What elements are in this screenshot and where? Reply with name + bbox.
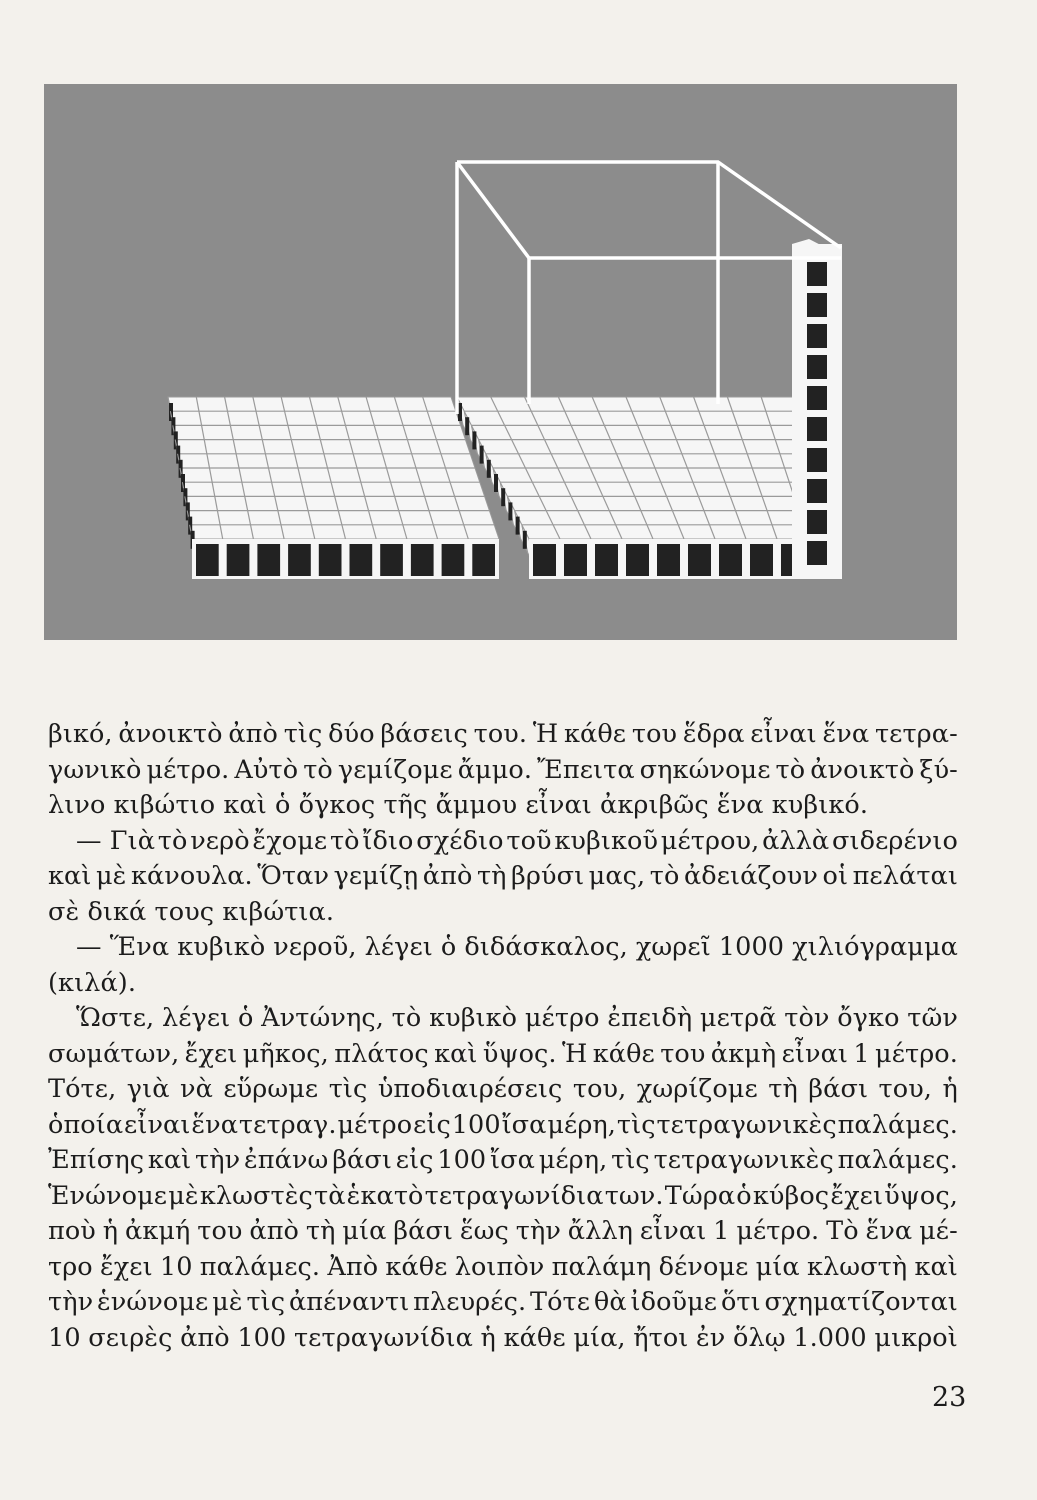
word: 1.000 xyxy=(793,1322,867,1353)
word: Ἔπειτα xyxy=(537,754,635,785)
word: τὸ xyxy=(329,825,360,856)
word: ἀπέναντι xyxy=(288,1287,410,1317)
word: ἔχομε xyxy=(252,825,328,856)
word: τὶς xyxy=(616,1109,656,1140)
word: ἐπάνω xyxy=(243,1145,329,1175)
word: κυβικό. xyxy=(771,790,869,820)
word: σχέδιο xyxy=(416,825,504,856)
word: ἄμμο. xyxy=(457,754,533,785)
word: σχηματίζονται xyxy=(764,1287,958,1317)
word: σωμάτων, xyxy=(48,1038,180,1069)
left-front-cube xyxy=(227,544,250,576)
word: 1 xyxy=(713,1216,730,1246)
right-side-cube-face xyxy=(472,431,476,449)
text-line xyxy=(48,1108,958,1144)
word: τὴ xyxy=(476,861,507,891)
word: λέγει xyxy=(161,1003,231,1033)
word: των. xyxy=(604,1180,664,1211)
word: μέτρου, xyxy=(660,825,760,856)
word: μέρη, xyxy=(538,1145,608,1175)
word: νεροῦ, xyxy=(273,932,357,962)
word: τὸ xyxy=(775,754,806,785)
left-front-cube xyxy=(411,544,434,576)
word: τετραγ. xyxy=(238,1109,337,1140)
word: τὰ xyxy=(314,1180,346,1211)
word: τὸ xyxy=(303,754,333,785)
column-cube xyxy=(807,417,827,441)
word: κάνουλα. xyxy=(130,861,253,891)
word: ἔχει xyxy=(830,1180,884,1211)
word: 100 xyxy=(237,1322,287,1353)
word: ἴσα xyxy=(490,1145,535,1175)
word: ἀπὸ xyxy=(422,861,473,891)
word: νερὸ xyxy=(190,825,250,856)
word: ὑποδιαιρέσεις xyxy=(377,1074,563,1104)
word: μία xyxy=(755,1251,800,1282)
text-line xyxy=(48,788,958,824)
word: ὕψος. xyxy=(482,1038,557,1069)
word: τὸ xyxy=(391,1003,422,1033)
word: — Ἕνα xyxy=(76,932,170,962)
word: μέτρο. xyxy=(875,1038,958,1069)
word: παλάμες. xyxy=(837,1109,958,1140)
left-front-cube xyxy=(350,544,373,576)
word: εἰς xyxy=(395,1145,434,1175)
word: Τότε, xyxy=(48,1074,117,1104)
left-front-cube xyxy=(380,544,403,576)
word: μὲ xyxy=(95,861,127,891)
word: μὲ xyxy=(212,1287,243,1317)
word: μία xyxy=(342,1216,387,1246)
word: κλωστὲς xyxy=(199,1180,313,1211)
word: καὶ xyxy=(434,1038,478,1069)
word: 10 xyxy=(48,1322,81,1353)
word: Ἑνώνομε xyxy=(48,1180,168,1211)
word: 1000 xyxy=(718,932,785,962)
word: σειρὲς xyxy=(88,1322,173,1353)
word: μέτρο. xyxy=(146,754,230,785)
word: οἱ xyxy=(822,861,849,891)
left-front-cube xyxy=(319,544,342,576)
word: εἶναι xyxy=(750,719,817,749)
word: βάσεις xyxy=(380,719,468,749)
word: κλωστὴ xyxy=(806,1251,908,1282)
word: κάθε xyxy=(503,1322,566,1353)
word: ἀλλὰ xyxy=(762,825,830,856)
word: ὅλῳ xyxy=(733,1322,786,1353)
word: εἶναι xyxy=(525,790,592,820)
text-line xyxy=(48,859,958,895)
word: Τότε xyxy=(530,1287,591,1317)
word: ὕψος, xyxy=(884,1180,958,1211)
word: ἀνοικτὸ xyxy=(810,754,915,785)
word: ὁ xyxy=(736,1180,752,1211)
word: Ἐπίσης xyxy=(48,1145,145,1175)
word: εἶναι xyxy=(781,1038,848,1069)
word: μέτρο xyxy=(337,1109,413,1140)
right-front-cube xyxy=(657,544,680,576)
text-line xyxy=(48,717,958,753)
word: Τὸ xyxy=(826,1216,859,1246)
word: λέγει xyxy=(364,932,433,962)
text-line xyxy=(48,824,958,860)
page-number: 23 xyxy=(932,1382,967,1413)
word: του xyxy=(197,1216,243,1246)
word: μέ- xyxy=(919,1216,958,1246)
right-front-cube xyxy=(719,544,742,576)
word: ξύ- xyxy=(919,754,958,785)
word: τετραγωνικὲς xyxy=(656,1109,837,1140)
word: Ὅταν xyxy=(257,861,330,891)
word: βάσι xyxy=(332,1145,392,1175)
right-front-cube xyxy=(626,544,649,576)
word: βάσι xyxy=(393,1216,454,1246)
word: Ἡ xyxy=(561,1038,588,1069)
word: ἕως xyxy=(459,1216,509,1246)
word: τὴν xyxy=(515,1216,561,1246)
word: Ἡ xyxy=(532,719,559,749)
right-front-cube xyxy=(564,544,587,576)
right-side-cube-face xyxy=(480,446,484,464)
column-cube xyxy=(807,293,827,317)
word: μῆκος, xyxy=(242,1038,329,1069)
word: ἑνώνομε xyxy=(97,1287,209,1317)
word: σιδερένιο xyxy=(832,825,958,856)
word: μέτρο xyxy=(524,1003,600,1033)
word: καὶ xyxy=(147,1145,192,1175)
right-front-cube xyxy=(750,544,773,576)
word: τὶς xyxy=(328,1074,368,1104)
word: ἕδρα xyxy=(682,719,745,749)
word: καὶ xyxy=(223,790,267,820)
word: ὁ xyxy=(237,1003,254,1033)
word: ἔχει xyxy=(99,1251,153,1282)
word: ἕνα xyxy=(716,790,764,820)
word: εἶναι xyxy=(639,1216,707,1246)
column-cube xyxy=(807,262,827,286)
left-front-cube xyxy=(288,544,311,576)
word: εἶναι xyxy=(124,1109,191,1140)
word: τὶς xyxy=(246,1287,286,1317)
word: κυβικὸ xyxy=(177,932,266,962)
word: ἀκμὴ xyxy=(710,1038,777,1069)
word: τὴν xyxy=(48,1287,94,1317)
word: τὶς xyxy=(611,1145,650,1175)
text-line xyxy=(48,895,958,931)
right-side-cube-face xyxy=(516,517,520,535)
word: τῆς xyxy=(383,790,428,820)
word: τὴν xyxy=(195,1145,241,1175)
text-line xyxy=(48,1001,958,1037)
word: ἀπὸ xyxy=(228,719,278,749)
word: Τώρα xyxy=(664,1180,736,1211)
word: 100 xyxy=(451,1109,501,1140)
word: τετραγωνικὲς xyxy=(653,1145,834,1175)
word: χιλιόγραμμα xyxy=(792,932,958,962)
column-cube xyxy=(807,355,827,379)
word: κιβώτιο xyxy=(113,790,216,820)
word: 10 xyxy=(159,1251,193,1282)
word: παλάμες. xyxy=(837,1145,958,1175)
word: τὴ xyxy=(768,1074,798,1104)
word: μικροὶ xyxy=(874,1322,958,1353)
text-line xyxy=(48,1143,958,1179)
word: εὕρωμε xyxy=(223,1074,319,1104)
word: ποὺ xyxy=(48,1216,96,1246)
text-line xyxy=(48,753,958,789)
word: γωνικὸ xyxy=(48,754,142,785)
word: του, xyxy=(878,1074,932,1104)
word: ἐπειδὴ xyxy=(607,1003,693,1033)
word: — Γιὰ xyxy=(76,825,156,856)
word: κυβικοῦ xyxy=(554,825,659,856)
text-line xyxy=(48,1214,958,1250)
word: ἀδειάζουν xyxy=(683,861,819,891)
word: παλάμες. xyxy=(199,1251,321,1282)
word: Ἀπὸ xyxy=(327,1251,379,1282)
right-side-cube-face xyxy=(494,474,498,492)
word: ἐν xyxy=(696,1322,726,1353)
left-front-cube xyxy=(472,544,495,576)
word: ὁποία xyxy=(48,1109,124,1140)
word: τὸ xyxy=(649,861,680,891)
word: μετρᾶ xyxy=(699,1003,777,1033)
word: ὁ xyxy=(275,790,291,820)
cubic-meter-illustration xyxy=(44,84,957,640)
word: ὁ xyxy=(440,932,457,962)
word: γεμίζομε xyxy=(337,754,453,785)
word: παλάμη xyxy=(551,1251,652,1282)
word: εἰς xyxy=(413,1109,451,1140)
word: καὶ xyxy=(914,1251,958,1282)
word: του xyxy=(631,719,678,749)
word: δικά xyxy=(87,896,147,927)
word: ἰδοῦμε xyxy=(630,1287,718,1317)
right-front-cube xyxy=(533,544,556,576)
cube-top-edge xyxy=(457,162,841,248)
cube-left-top-edge xyxy=(457,162,529,258)
word: κάθε xyxy=(385,1251,448,1282)
word: κάθε xyxy=(564,719,627,749)
word: ἀπὸ xyxy=(180,1322,230,1353)
word: ἀκμή xyxy=(125,1216,191,1246)
text-line xyxy=(48,930,958,966)
word: τὸ xyxy=(157,825,188,856)
word: βικό, xyxy=(48,719,113,749)
word: τῶν xyxy=(907,1003,958,1033)
word: ἀκριβῶς xyxy=(600,790,709,820)
word: μας, xyxy=(588,861,646,891)
right-side-cube-face xyxy=(501,488,505,506)
word: ἔχει xyxy=(184,1038,238,1069)
text-line xyxy=(48,1037,958,1073)
word: μὲ xyxy=(168,1180,199,1211)
text-line xyxy=(48,1179,958,1215)
right-front-cube xyxy=(595,544,618,576)
word: λινο xyxy=(48,790,106,820)
word: λοιπὸν xyxy=(454,1251,545,1282)
column-cube xyxy=(807,324,827,348)
word: πλευρές. xyxy=(413,1287,527,1317)
word: ἀνοικτὸ xyxy=(118,719,223,749)
word: ἄλλη xyxy=(567,1216,634,1246)
left-front-cube xyxy=(196,544,219,576)
word: ἄμμου xyxy=(435,790,518,820)
word: ἕνα xyxy=(822,719,870,749)
word: θὰ xyxy=(593,1287,627,1317)
word: δένομε xyxy=(658,1251,749,1282)
word: ἴδιο xyxy=(362,825,414,856)
word: 100 xyxy=(437,1145,487,1175)
word: σηκώνομε xyxy=(639,754,771,785)
word: του, xyxy=(572,1074,627,1104)
word: βρύσι xyxy=(511,861,585,891)
word: ἕνα xyxy=(865,1216,913,1246)
word: Αὐτὸ xyxy=(234,754,299,785)
word: τὸν xyxy=(784,1003,830,1033)
right-side-cube-face xyxy=(487,460,491,478)
word: 1 xyxy=(853,1038,870,1069)
word: Ἀντώνης, xyxy=(261,1003,384,1033)
word: χωρεῖ xyxy=(635,932,711,962)
word: Ὥστε, xyxy=(76,1003,155,1033)
word: ἡ xyxy=(102,1216,119,1246)
word: ὄγκος xyxy=(298,790,376,820)
word: τοῦ xyxy=(506,825,552,856)
right-side-cube-face xyxy=(508,502,512,520)
column-cube xyxy=(807,541,827,565)
word: του. xyxy=(473,719,528,749)
word: δύο xyxy=(328,719,375,749)
column-cube xyxy=(807,479,827,503)
word: ὄγκο xyxy=(837,1003,900,1033)
word: τετραγωνίδια xyxy=(424,1180,604,1211)
text-line xyxy=(48,1072,958,1108)
word: καὶ xyxy=(48,861,92,891)
column-cube xyxy=(807,510,827,534)
word: κυβικὸ xyxy=(429,1003,518,1033)
word: γιὰ xyxy=(126,1074,170,1104)
word: χωρίζομε xyxy=(636,1074,758,1104)
word: σὲ xyxy=(48,896,80,927)
word: ἕνα xyxy=(191,1109,239,1140)
text-line xyxy=(48,966,958,1002)
word: γεμίζῃ xyxy=(333,861,419,891)
word: μέτρο. xyxy=(736,1216,820,1246)
right-front-cube xyxy=(688,544,711,576)
word: τετρα- xyxy=(874,719,958,749)
word: διδάσκαλος, xyxy=(464,932,628,962)
word: τους xyxy=(154,896,215,927)
text-line xyxy=(48,1285,958,1321)
left-front-cube xyxy=(442,544,465,576)
word: κιβώτια. xyxy=(222,896,335,927)
word: ἡ xyxy=(480,1322,496,1353)
word: τὶς xyxy=(283,719,323,749)
word: του xyxy=(660,1038,706,1069)
column-cube xyxy=(807,448,827,472)
right-side-cube-face xyxy=(465,417,469,435)
word: ὅτι xyxy=(720,1287,761,1317)
word: ἴσα xyxy=(501,1109,547,1140)
word: τετραγωνίδια xyxy=(293,1322,473,1353)
word: κύβος xyxy=(752,1180,830,1211)
word: ἑκατὸ xyxy=(346,1180,424,1211)
word: βάσι xyxy=(808,1074,869,1104)
word: ἡ xyxy=(942,1074,958,1104)
text-line xyxy=(48,1321,958,1357)
word: ἀπὸ xyxy=(249,1216,300,1246)
column-cube xyxy=(807,386,827,410)
word: κάθε xyxy=(592,1038,655,1069)
body-text xyxy=(48,717,958,1356)
word: μέρη, xyxy=(547,1109,617,1140)
right-side-cube-face xyxy=(523,531,527,549)
word: πλάτος xyxy=(334,1038,429,1069)
left-front-cube xyxy=(257,544,280,576)
text-line xyxy=(48,1250,958,1286)
word: (κιλά). xyxy=(48,967,137,998)
word: πελάται xyxy=(852,861,958,891)
figure-drawing xyxy=(44,84,957,640)
word: ἤτοι xyxy=(633,1322,689,1353)
word: μία, xyxy=(573,1322,626,1353)
word: νὰ xyxy=(179,1074,213,1104)
word: τρο xyxy=(48,1251,93,1282)
word: τὴ xyxy=(305,1216,336,1246)
